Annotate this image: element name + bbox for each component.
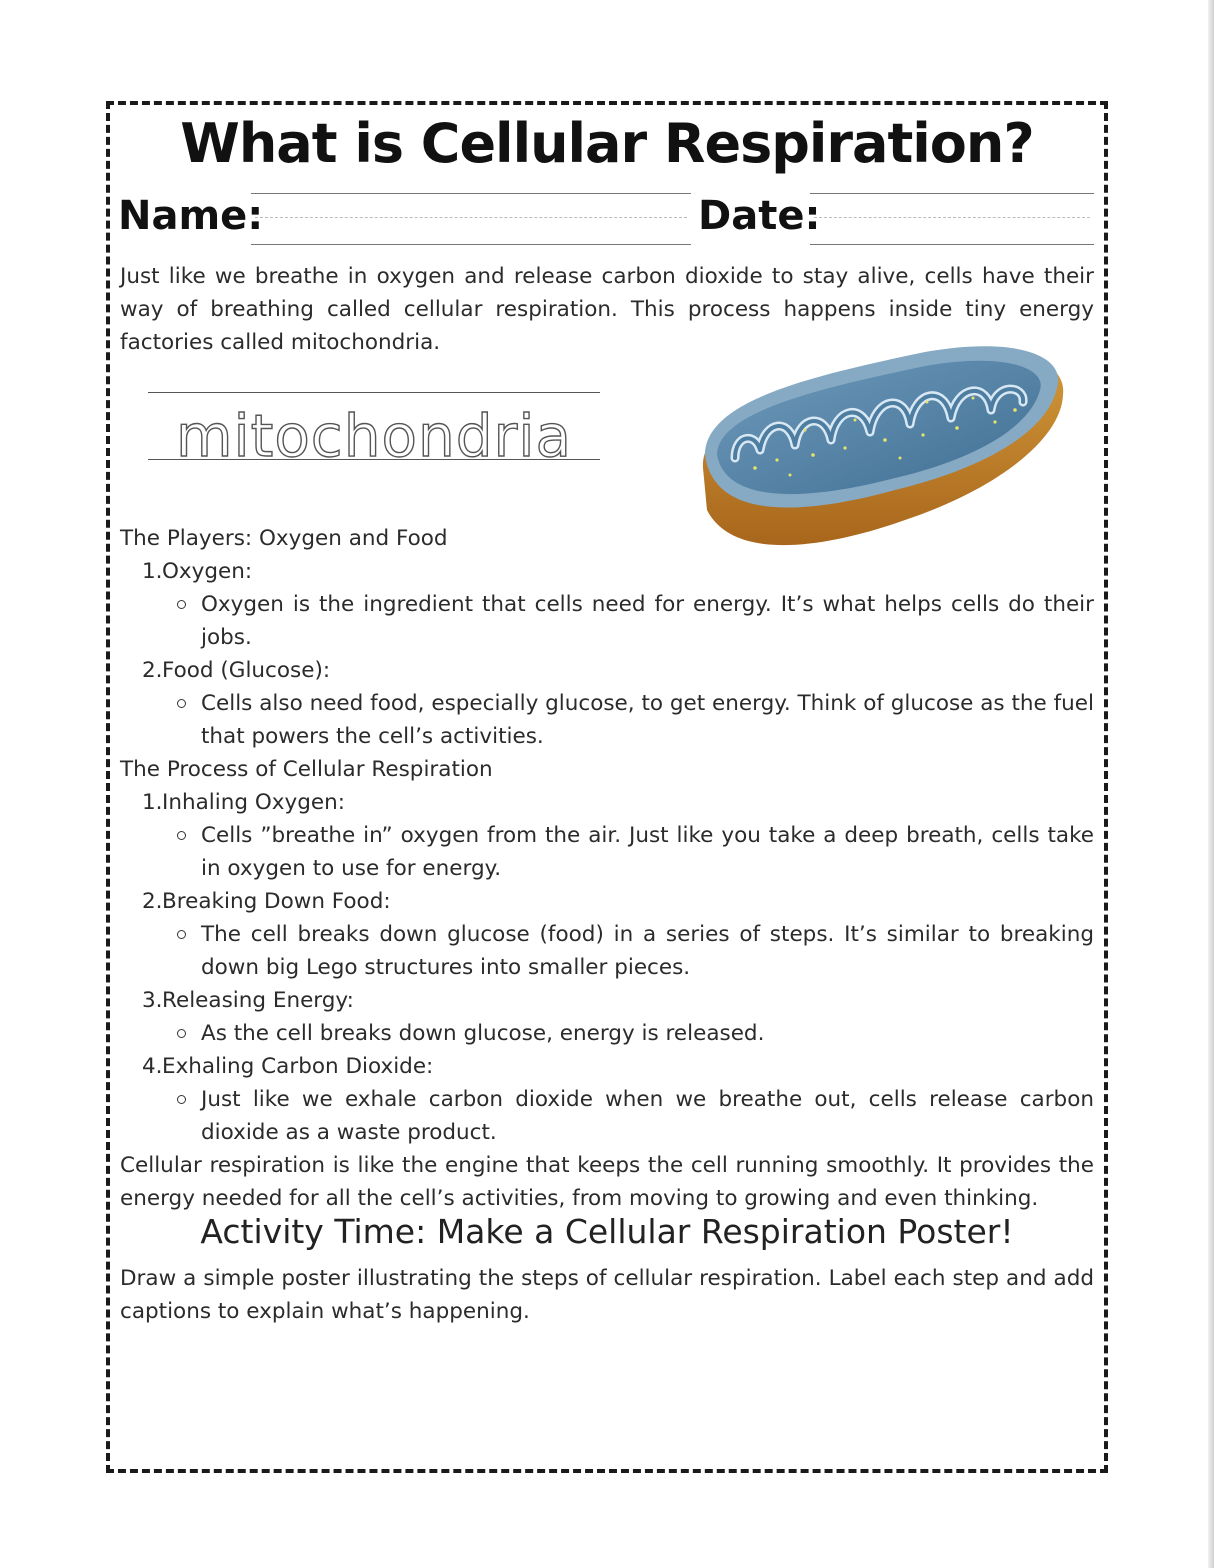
list-item-detail: As the cell breaks down glucose, energy is released. <box>120 1017 1094 1050</box>
name-label: Name: <box>118 193 264 239</box>
tracing-word <box>148 392 600 470</box>
tracing-word-text: mitochondria <box>175 402 573 470</box>
list-item: 1.Oxygen: <box>142 559 253 584</box>
activity-heading: Activity Time: Make a Cellular Respiration Poster! <box>200 1212 1014 1251</box>
list-item: 2.Breaking Down Food: <box>142 889 391 914</box>
content-body <box>120 522 1094 1215</box>
process-heading: The Process of Cellular Respiration <box>120 757 493 782</box>
worksheet-title: What is Cellular Respiration? <box>180 112 1034 175</box>
list-item-detail: Cells also need food, especially glucose, to get energy. Think of glucose as the fuel that powers the cell’s activities. <box>120 687 1094 753</box>
page-edge <box>1208 0 1214 1568</box>
list-item: 2.Food (Glucose): <box>142 658 331 683</box>
list-item: 4.Exhaling Carbon Dioxide: <box>142 1054 434 1079</box>
list-item: 1.Inhaling Oxygen: <box>142 790 345 815</box>
date-field[interactable] <box>810 193 1094 245</box>
name-field[interactable] <box>251 193 691 245</box>
list-item-detail: The cell breaks down glucose (food) in a series of steps. It’s similar to breaking down big Lego structures into smaller pieces. <box>120 918 1094 984</box>
list-item: 3.Releasing Energy: <box>142 988 354 1013</box>
activity-instructions: Draw a simple poster illustrating the steps of cellular respiration. Label each step and add captions to explain what’s happening. <box>120 1266 1094 1324</box>
players-heading: The Players: Oxygen and Food <box>120 526 448 551</box>
list-item-detail: Cells ”breathe in” oxygen from the air. Just like you take a deep breath, cells take in oxygen to use for energy. <box>120 819 1094 885</box>
list-item-detail: Just like we exhale carbon dioxide when we breathe out, cells release carbon dioxide as a waste product. <box>120 1083 1094 1149</box>
list-item-detail: Oxygen is the ingredient that cells need for energy. It’s what helps cells do their jobs. <box>120 588 1094 654</box>
date-label: Date: <box>698 193 821 239</box>
intro-paragraph: Just like we breathe in oxygen and release carbon dioxide to stay alive, cells have their way of breathing called cellular respiration. This process happens inside tiny energy factories called mitochondria. <box>120 264 1094 355</box>
summary-paragraph: Cellular respiration is like the engine that keeps the cell running smoothly. It provides the energy needed for all the cell’s activities, from moving to growing and even thinking. <box>120 1153 1094 1211</box>
